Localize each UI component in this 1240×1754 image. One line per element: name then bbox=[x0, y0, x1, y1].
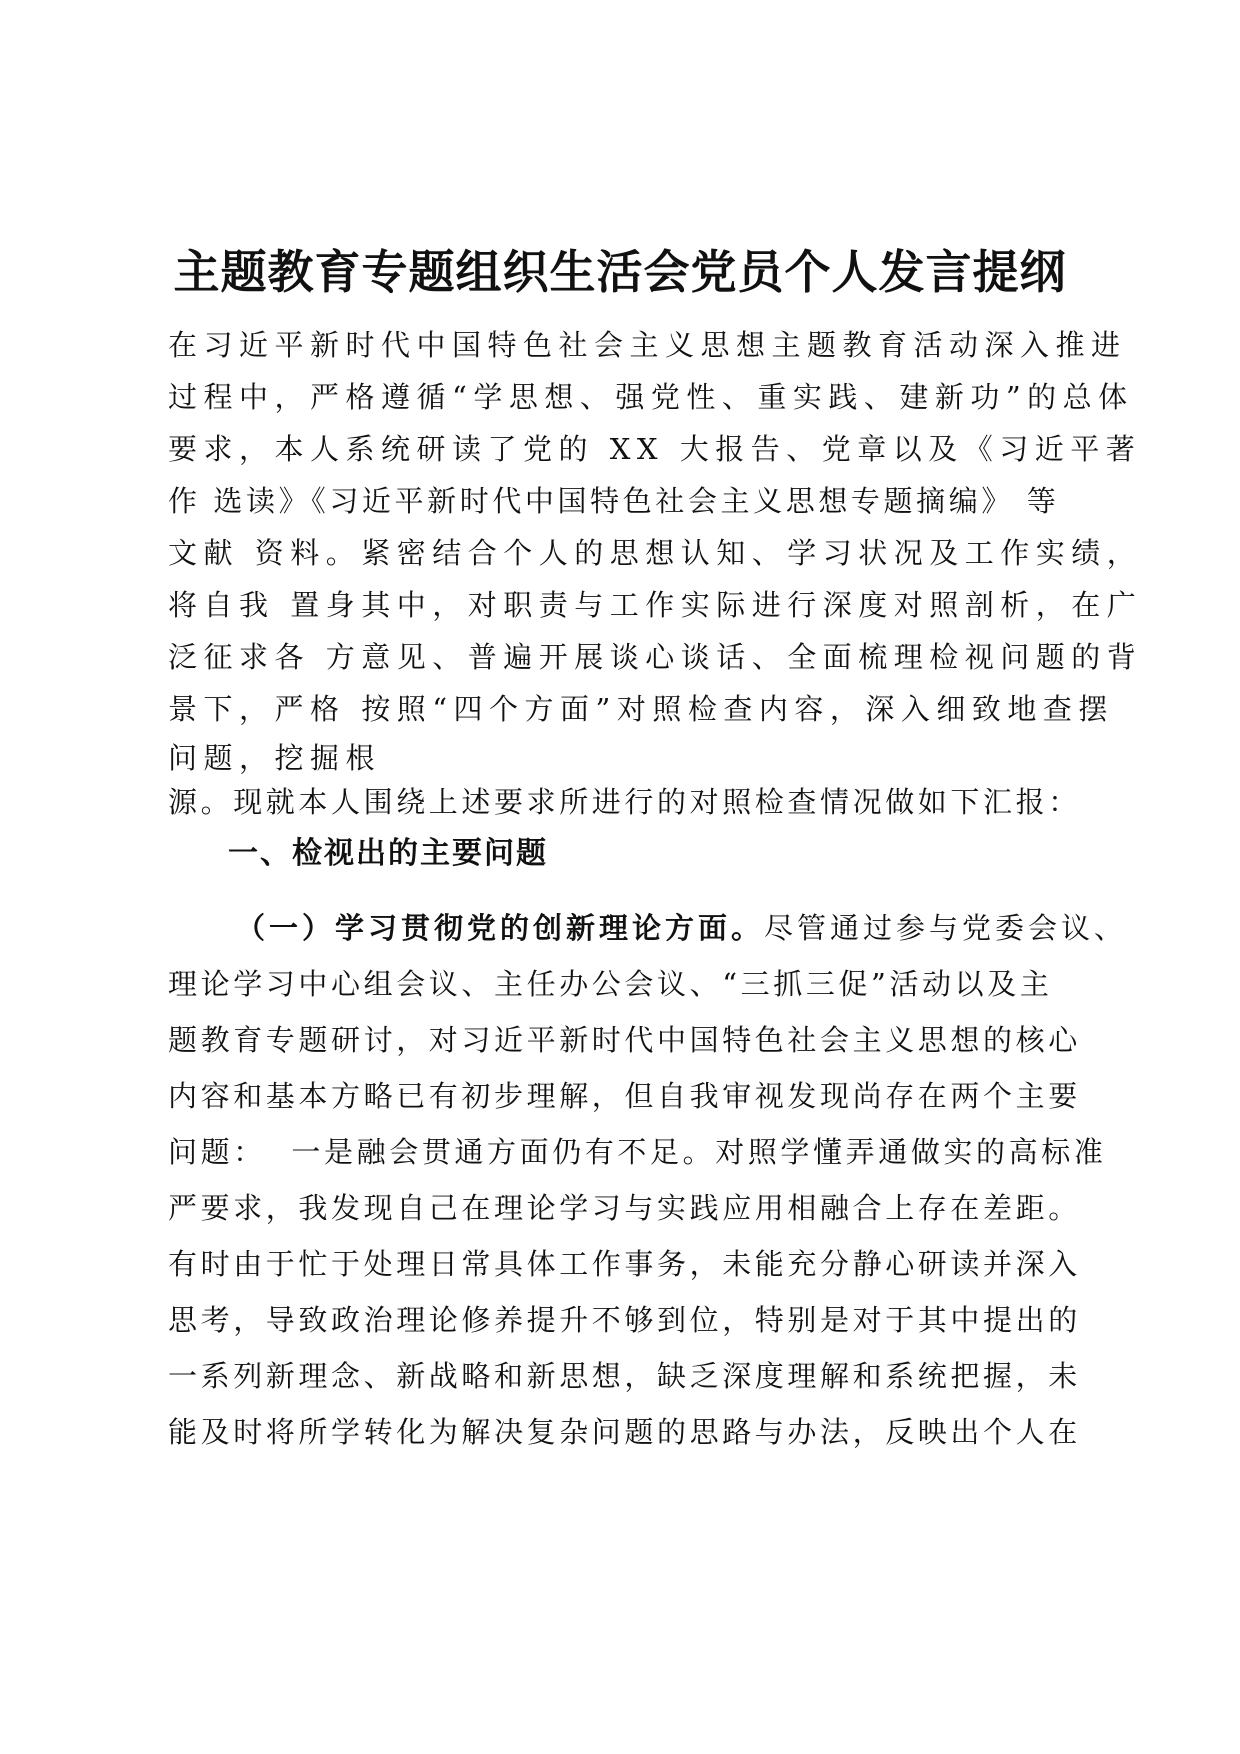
intro-line: 将自我 置身其中，对职责与工作实际进行深度对照剖析，在广 bbox=[168, 588, 1143, 622]
intro-line: 过程中，严格遵循“学思想、强党性、重实践、建新功”的总体 bbox=[168, 380, 1134, 414]
body-line: 一系列新理念、新战略和新思想，缺乏深度理解和系统把握，未 bbox=[168, 1359, 1081, 1393]
intro-line: 景下，严格 按照“四个方面”对照检查内容，深入细致地查摆 bbox=[168, 692, 1114, 726]
section-heading: 一、检视出的主要问题 bbox=[228, 836, 548, 871]
intro-line: 文献 资料。紧密结合个人的思想认知、学习状况及工作实绩， bbox=[168, 536, 1143, 570]
body-line: 问题： 一是融会贯通方面仍有不足。对照学懂弄通做实的高标准 bbox=[168, 1135, 1107, 1169]
intro-line: 要求，本人系统研读了党的 XX 大报告、党章以及《习近平著 bbox=[168, 432, 1142, 466]
body-line: 有时由于忙于处理日常具体工作事务，未能充分静心研读并深入 bbox=[168, 1247, 1081, 1281]
document-title: 主题教育专题组织生活会党员个人发言提纲 bbox=[173, 245, 1067, 299]
subsection-first-line-rest: 尽管通过参与党委会议、 bbox=[764, 911, 1128, 945]
body-line: 思考，导致政治理论修养提升不够到位，特别是对于其中提出的 bbox=[168, 1303, 1081, 1337]
intro-line: 作 选读》《习近平新时代中国特色社会主义思想专题摘编》 等 bbox=[168, 484, 1060, 518]
body-line: 严要求，我发现自己在理论学习与实践应用相融合上存在差距。 bbox=[168, 1191, 1081, 1225]
body-line: 理论学习中心组会议、主任办公会议、“三抓三促”活动以及主 bbox=[168, 967, 1053, 1001]
intro-line: 泛征求各 方意见、普遍开展谈心谈话、全面梳理检视问题的背 bbox=[168, 640, 1143, 674]
body-line: 内容和基本方略已有初步理解，但自我审视发现尚存在两个主要 bbox=[168, 1079, 1081, 1113]
body-line: 能及时将所学转化为解决复杂问题的思路与办法，反映出个人在 bbox=[168, 1415, 1081, 1449]
intro-line: 源。现就本人围绕上述要求所进行的对照检查情况做如下汇报： bbox=[168, 785, 1081, 819]
subsection-label: （一）学习贯彻党的创新理论方面。 bbox=[236, 911, 765, 945]
intro-line: 在习近平新时代中国特色社会主义思想主题教育活动深入推进 bbox=[168, 328, 1127, 362]
body-line: 题教育专题研讨，对习近平新时代中国特色社会主义思想的核心 bbox=[168, 1023, 1081, 1057]
subsection-first-line bbox=[236, 908, 1127, 948]
intro-line: 问题，挖掘根 bbox=[168, 741, 382, 775]
